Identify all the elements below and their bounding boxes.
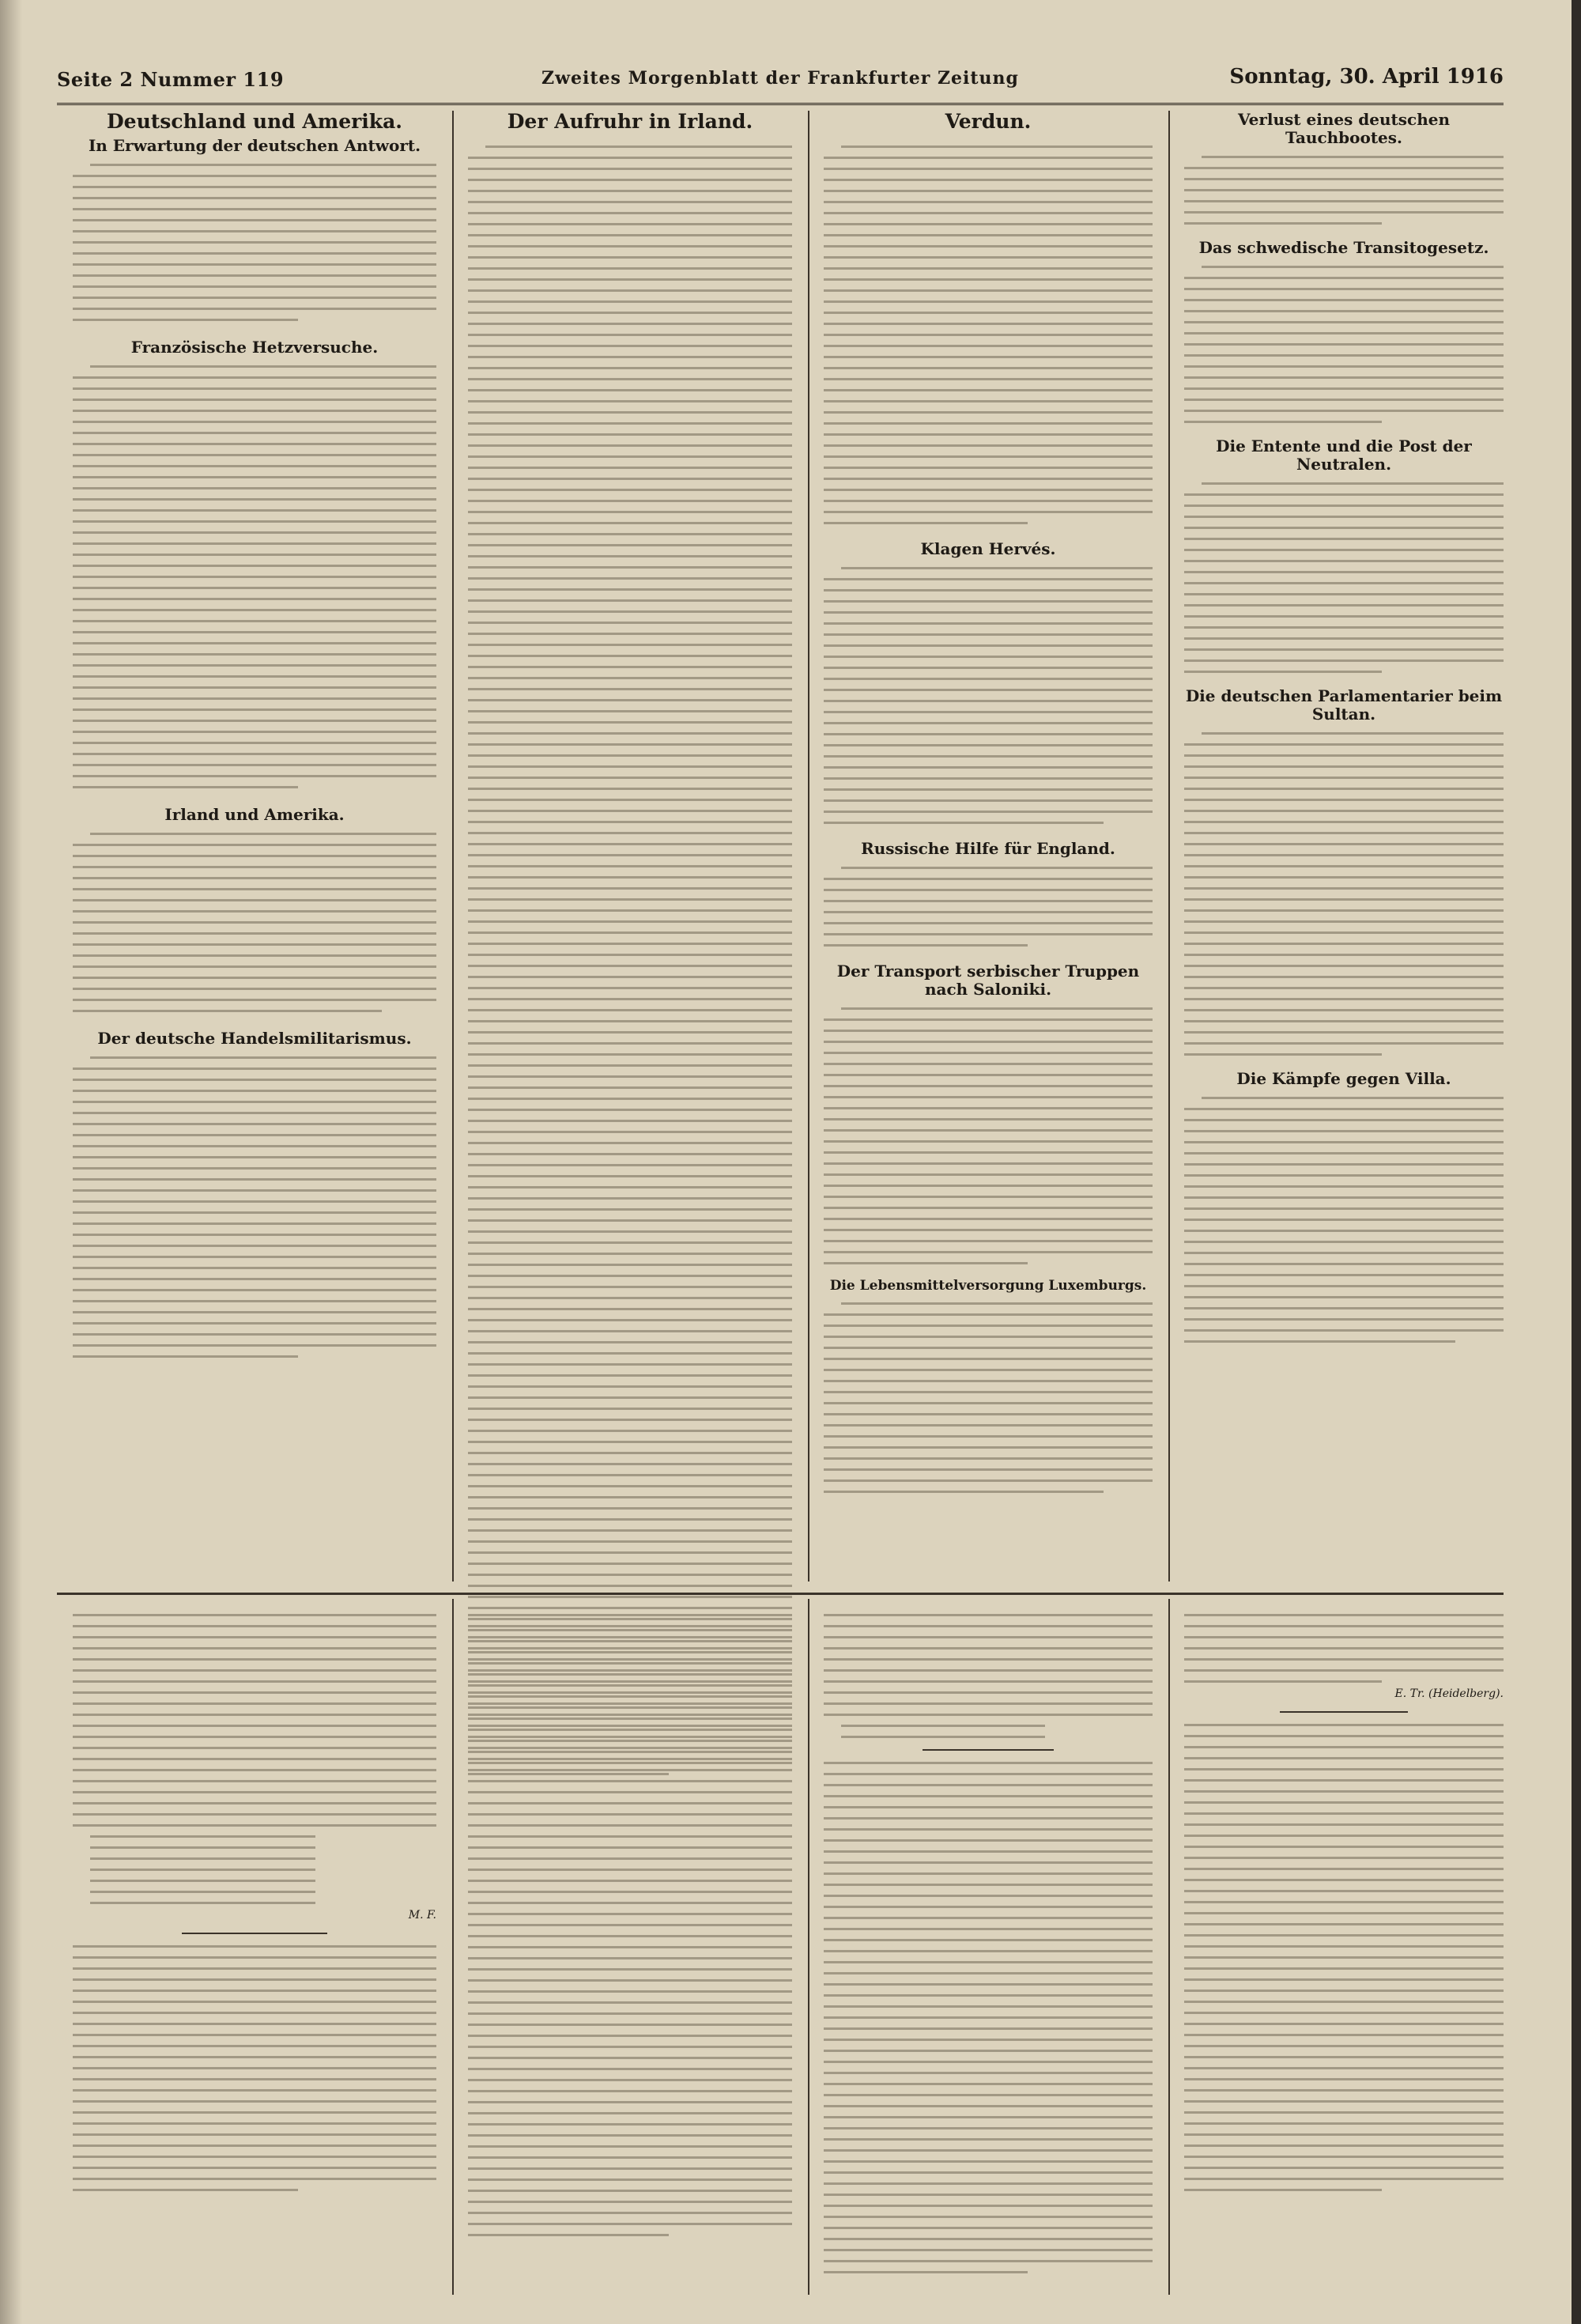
binding-edge — [1572, 0, 1581, 2324]
section-russische-hilfe: Russische Hilfe für England. — [861, 838, 1115, 858]
column-3 — [824, 111, 1153, 1493]
section-klagen-herves: Klagen Hervés. — [920, 538, 1056, 558]
column-1 — [73, 111, 436, 1358]
article-body — [1184, 1097, 1504, 1343]
feuilleton-body — [73, 1614, 436, 1904]
column-rule — [808, 1599, 809, 2295]
separator — [923, 1749, 1054, 1751]
feuilleton-column-3 — [824, 1605, 1153, 2273]
article-body — [468, 145, 792, 1775]
column-2 — [468, 111, 792, 1775]
column-4 — [1184, 111, 1504, 1343]
article-body — [1184, 732, 1504, 1056]
article-body — [73, 164, 436, 321]
separator — [182, 1933, 327, 1934]
feuilleton-body — [824, 1614, 1153, 1738]
article-body — [1184, 482, 1504, 673]
article-body — [73, 365, 436, 788]
column-rule — [1168, 111, 1170, 1581]
section-luxemburg: Die Lebensmittelversorgung Luxemburgs. — [829, 1277, 1147, 1294]
article-body — [1184, 266, 1504, 423]
section-kaempfe-villa: Die Kämpfe gegen Villa. — [1236, 1069, 1451, 1088]
feuilleton-body — [73, 1945, 436, 2191]
feuilleton-signature-heidelberg: E. Tr. (Heidelberg). — [1394, 1687, 1504, 1700]
feuilleton-column-1 — [73, 1605, 436, 2191]
feuilleton-column-2 — [468, 1605, 792, 2236]
article-body — [73, 833, 436, 1012]
article-body — [1184, 156, 1504, 225]
section-serbische-truppen: Der Transport serbischer Truppen nach Saloniki. — [836, 961, 1140, 999]
column-rule — [452, 1599, 454, 2295]
issue-date: Sonntag, 30. April 1916 — [1229, 65, 1504, 89]
feuilleton-body — [468, 1614, 792, 2236]
page-number: Seite 2 Nummer 119 — [57, 68, 285, 91]
article-body — [824, 567, 1153, 824]
separator — [1280, 1711, 1408, 1713]
subhead-erwartung: In Erwartung der deutschen Antwort. — [88, 135, 421, 155]
article-body — [824, 867, 1153, 947]
paper-title: Zweites Morgenblatt der Frankfurter Zeitung — [541, 68, 1019, 89]
feuilleton-body — [824, 1762, 1153, 2273]
article-body — [824, 1302, 1153, 1493]
feuilleton-column-4 — [1184, 1605, 1504, 2191]
headline-tauchboot: Verlust eines deutschen Tauchbootes. — [1237, 110, 1451, 147]
section-entente-post: Die Entente und die Post der Neutralen. — [1216, 436, 1472, 474]
article-body — [824, 1007, 1153, 1264]
article-body — [824, 145, 1153, 524]
feuilleton-body — [1184, 1614, 1504, 1683]
section-irland-amerika: Irland und Amerika. — [164, 804, 345, 824]
article-body — [73, 1056, 436, 1358]
feuilleton-body — [1184, 1724, 1504, 2191]
column-rule — [1168, 1599, 1170, 2295]
headline-deutschland-amerika: Deutschland und Amerika. — [106, 110, 403, 133]
column-rule — [808, 111, 809, 1581]
section-parlamentarier-sultan: Die deutschen Parlamentarier beim Sultan. — [1185, 686, 1503, 724]
headline-aufruhr-irland: Der Aufruhr in Irland. — [507, 110, 753, 133]
feuilleton-signature: M. F. — [408, 1909, 436, 1922]
masthead — [57, 60, 1504, 105]
column-rule — [452, 111, 454, 1581]
section-transitogesetz: Das schwedische Transitogesetz. — [1198, 238, 1489, 257]
section-hetzversuche: Französische Hetzversuche. — [130, 337, 379, 357]
section-handelsmilitarismus: Der deutsche Handelsmilitarismus. — [97, 1028, 412, 1048]
page-edge-shadow — [0, 0, 22, 2324]
headline-verdun: Verdun. — [945, 110, 1032, 133]
